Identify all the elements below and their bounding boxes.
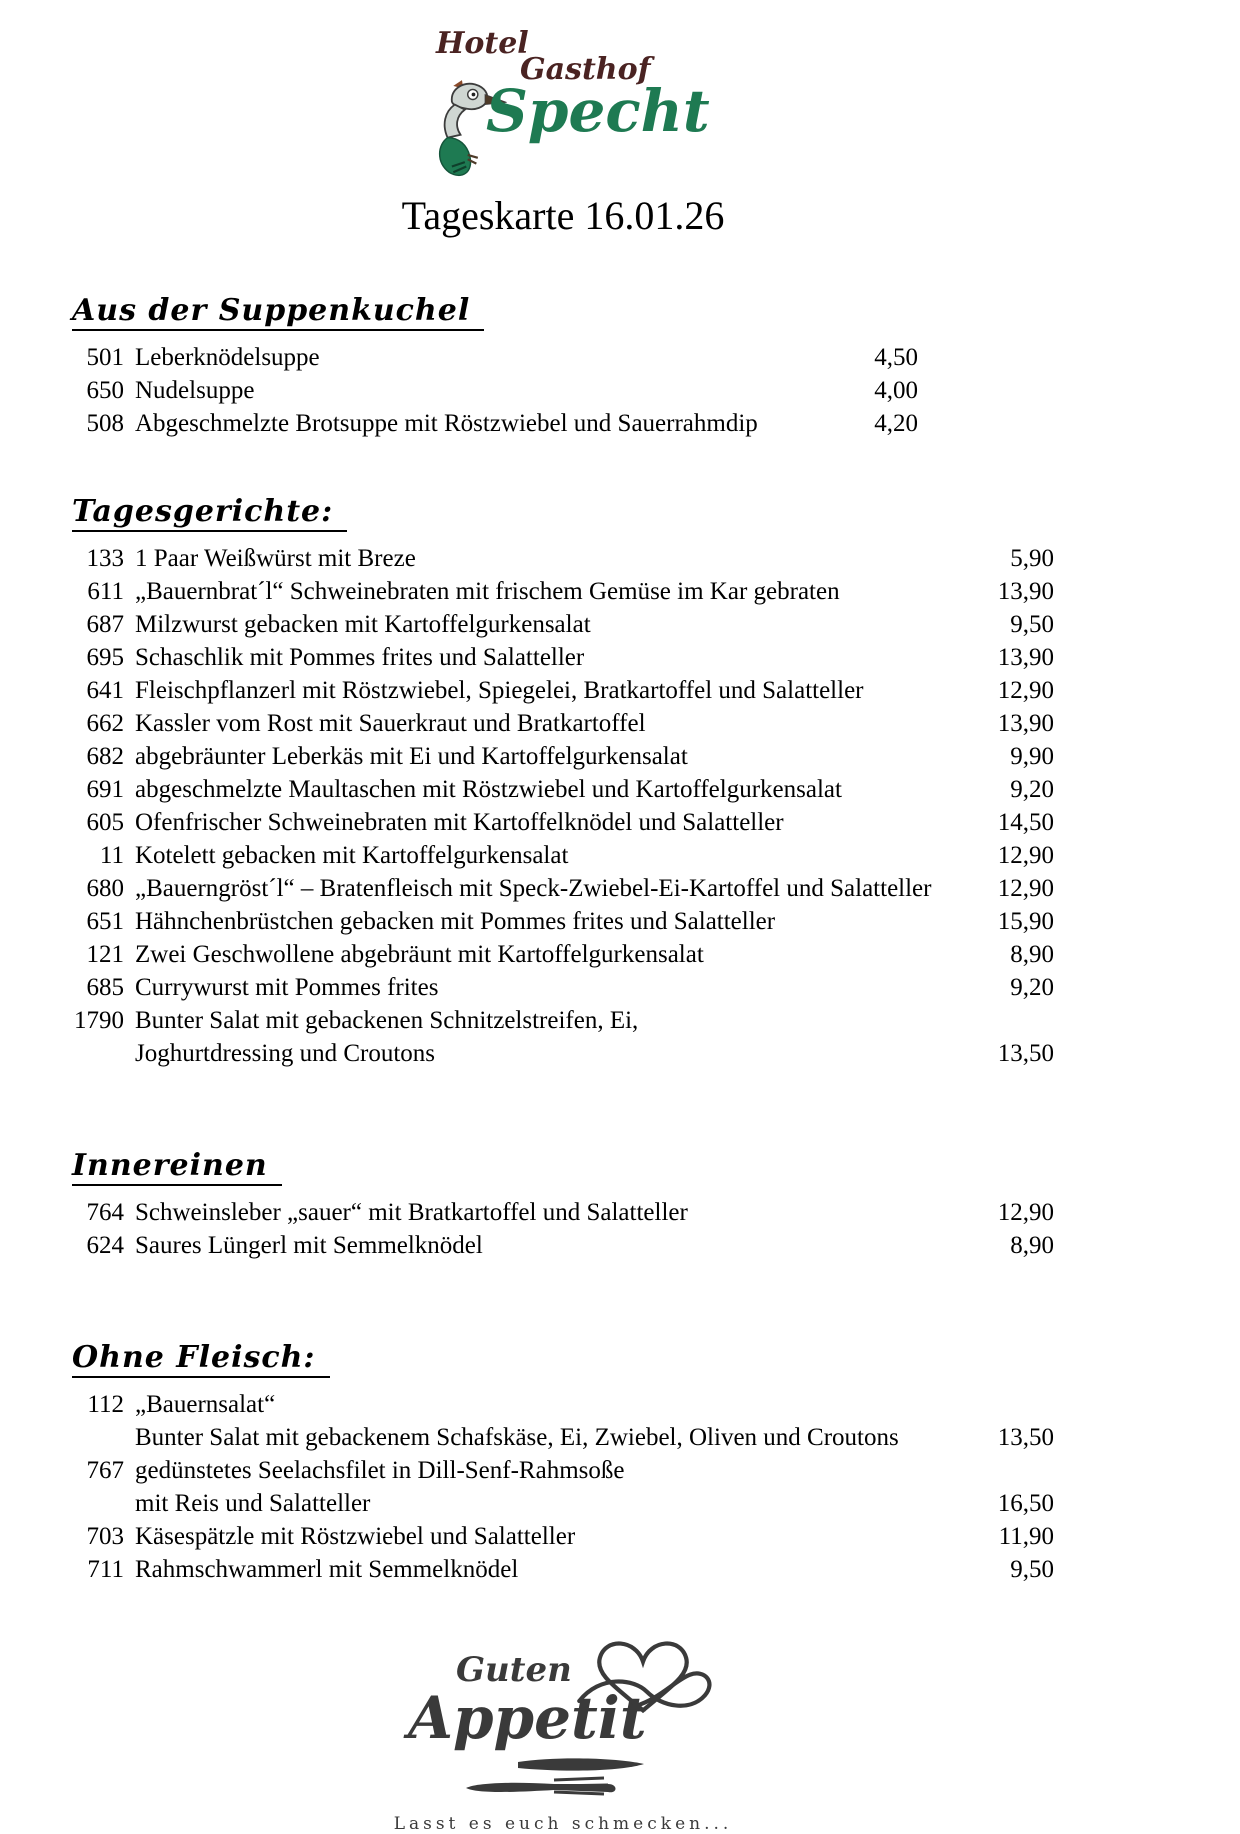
- item-code: 508: [86, 410, 124, 437]
- menu-item-row: [72, 1229, 1054, 1262]
- item-price: 9,50: [1010, 611, 1054, 638]
- item-price: 12,90: [997, 677, 1054, 704]
- item-price: 4,50: [874, 344, 918, 371]
- item-price: 9,50: [1010, 1556, 1054, 1583]
- item-name: „Bauerngröst´l“ – Bratenfleisch mit Speck-Zwiebel-Ei-Kartoffel und Salatteller: [135, 875, 932, 902]
- item-code: 641: [86, 677, 124, 704]
- menu-item-row: [72, 839, 1054, 872]
- footer-logo: [72, 1632, 1054, 1834]
- item-code: 662: [86, 710, 124, 737]
- item-name: Ofenfrischer Schweinebraten mit Kartoffelknödel und Salatteller: [135, 809, 784, 836]
- item-name: Kotelett gebacken mit Kartoffelgurkensalat: [135, 842, 569, 869]
- item-price: 13,90: [997, 644, 1054, 671]
- item-code: 680: [86, 875, 124, 902]
- item-price: 9,20: [1010, 776, 1054, 803]
- menu-sections: [72, 293, 1054, 1586]
- item-price: 9,90: [1010, 743, 1054, 770]
- item-code: 1790: [74, 1007, 124, 1034]
- menu-item-row: [72, 374, 1054, 407]
- menu-section-innereinen: [72, 1148, 1054, 1262]
- item-name: gedünstetes Seelachsfilet in Dill-Senf-Rahmsoße: [135, 1457, 625, 1484]
- item-price: 13,50: [997, 1424, 1054, 1451]
- header-logo: [72, 26, 1054, 178]
- menu-item-row: [72, 542, 1054, 575]
- section-heading-suppen: Aus der Suppenkuchel: [72, 293, 484, 331]
- menu-item-row: [72, 407, 1054, 440]
- item-price: 12,90: [997, 842, 1054, 869]
- menu-item-row: [72, 1388, 1054, 1421]
- menu-item-row: [72, 1520, 1054, 1553]
- footer-tagline: Lasst es euch schmecken...: [393, 1814, 733, 1834]
- item-code: 687: [86, 611, 124, 638]
- page-title: Tageskarte 16.01.26: [401, 193, 725, 238]
- menu-item-row: [72, 1487, 1054, 1520]
- menu-item-row: [72, 938, 1054, 971]
- item-code: 695: [86, 644, 124, 671]
- section-heading-tagesgerichte: Tagesgerichte:: [72, 494, 347, 532]
- item-price: 11,90: [998, 1523, 1054, 1550]
- item-name: „Bauernbrat´l“ Schweinebraten mit frischem Gemüse im Kar gebraten: [135, 578, 840, 605]
- menu-item-row: [72, 971, 1054, 1004]
- item-code: 651: [86, 908, 124, 935]
- menu-item-row: [72, 1454, 1054, 1487]
- item-price: 13,90: [997, 578, 1054, 605]
- item-name: Fleischpflanzerl mit Röstzwiebel, Spiegelei, Bratkartoffel und Salatteller: [135, 677, 864, 704]
- item-name: Hähnchenbrüstchen gebacken mit Pommes frites und Salatteller: [135, 908, 776, 935]
- footer-word-guten: Guten: [456, 1650, 572, 1690]
- menu-item-row: [72, 674, 1054, 707]
- item-code: 650: [86, 377, 124, 404]
- section-heading-innereinen: Innereinen: [72, 1148, 282, 1186]
- item-name: „Bauernsalat“: [135, 1391, 276, 1418]
- item-name: Käsespätzle mit Röstzwiebel und Salatteller: [135, 1523, 576, 1550]
- item-name: Currywurst mit Pommes frites: [135, 974, 439, 1001]
- menu-section-tagesgerichte: [72, 494, 1054, 1070]
- item-code: 691: [86, 776, 124, 803]
- item-code: 624: [86, 1232, 124, 1259]
- item-code: 611: [87, 578, 124, 605]
- heart-flourish-icon: [568, 1626, 718, 1751]
- item-name: abgebräunter Leberkäs mit Ei und Kartoffelgurkensalat: [135, 743, 688, 770]
- item-price: 16,50: [997, 1490, 1054, 1517]
- item-code: 711: [87, 1556, 124, 1583]
- item-name: Leberknödelsuppe: [135, 344, 320, 371]
- item-code: 133: [86, 545, 124, 572]
- item-code: 682: [86, 743, 124, 770]
- item-code: 11: [99, 842, 124, 869]
- footer-art: [398, 1632, 728, 1812]
- section-heading-ohne-fleisch: Ohne Fleisch:: [72, 1340, 330, 1378]
- item-name: Schweinsleber „sauer“ mit Bratkartoffel und Salatteller: [135, 1199, 688, 1226]
- item-name: Zwei Geschwollene abgebräunt mit Kartoffelgurkensalat: [135, 941, 704, 968]
- item-code: 685: [86, 974, 124, 1001]
- item-name: Kassler vom Rost mit Sauerkraut und Bratkartoffel: [135, 710, 646, 737]
- item-name: Saures Lüngerl mit Semmelknödel: [135, 1232, 483, 1259]
- footer-word-appetit: Appetit: [408, 1684, 647, 1752]
- logo-word-hotel: Hotel: [436, 26, 529, 61]
- item-name: mit Reis und Salatteller: [135, 1490, 371, 1517]
- item-name: Bunter Salat mit gebackenem Schafskäse, Ei, Zwiebel, Oliven und Croutons: [135, 1424, 899, 1451]
- item-code: 501: [86, 344, 124, 371]
- item-price: 14,50: [997, 809, 1054, 836]
- menu-item-row: [72, 872, 1054, 905]
- logo-inner: [428, 26, 710, 178]
- item-code: 703: [86, 1523, 124, 1550]
- item-code: 121: [86, 941, 124, 968]
- item-name: abgeschmelzte Maultaschen mit Röstzwiebel und Kartoffelgurkensalat: [135, 776, 842, 803]
- menu-section-suppen: [72, 293, 1054, 440]
- item-code: 605: [86, 809, 124, 836]
- cutlery-icon: [458, 1754, 668, 1811]
- item-code: 112: [87, 1391, 124, 1418]
- menu-item-row: [72, 575, 1054, 608]
- item-name: Schaschlik mit Pommes frites und Salatteller: [135, 644, 585, 671]
- menu-item-row: [72, 1004, 1054, 1037]
- item-price: 15,90: [997, 908, 1054, 935]
- item-price: 4,00: [874, 377, 918, 404]
- item-name: Rahmschwammerl mit Semmelknödel: [135, 1556, 519, 1583]
- menu-item-row: [72, 806, 1054, 839]
- menu-item-row: [72, 1421, 1054, 1454]
- logo-word-gasthof: Gasthof: [520, 52, 651, 87]
- item-price: 12,90: [997, 875, 1054, 902]
- item-price: 13,90: [997, 710, 1054, 737]
- menu-item-row: [72, 1196, 1054, 1229]
- item-name: Joghurtdressing und Croutons: [135, 1040, 435, 1067]
- item-price: 13,50: [997, 1040, 1054, 1067]
- menu-item-row: [72, 1037, 1054, 1070]
- item-name: Milzwurst gebacken mit Kartoffelgurkensalat: [135, 611, 591, 638]
- menu-item-row: [72, 707, 1054, 740]
- item-price: 5,90: [1010, 545, 1054, 572]
- item-price: 8,90: [1010, 1232, 1054, 1259]
- item-name: 1 Paar Weißwürst mit Breze: [135, 545, 416, 572]
- item-code: 767: [86, 1457, 124, 1484]
- item-name: Bunter Salat mit gebackenen Schnitzelstreifen, Ei,: [135, 1007, 639, 1034]
- menu-item-row: [72, 341, 1054, 374]
- item-price: 8,90: [1010, 941, 1054, 968]
- item-price: 4,20: [874, 410, 918, 437]
- menu-item-row: [72, 641, 1054, 674]
- item-name: Abgeschmelzte Brotsuppe mit Röstzwiebel und Sauerrahmdip: [135, 410, 758, 437]
- item-code: 764: [86, 1199, 124, 1226]
- menu-item-row: [72, 608, 1054, 641]
- item-price: 12,90: [997, 1199, 1054, 1226]
- menu-item-row: [72, 905, 1054, 938]
- item-name: Nudelsuppe: [135, 377, 255, 404]
- menu-item-row: [72, 1553, 1054, 1586]
- menu-item-row: [72, 740, 1054, 773]
- item-price: 9,20: [1010, 974, 1054, 1001]
- menu-item-row: [72, 773, 1054, 806]
- logo-word-specht: Specht: [486, 77, 710, 145]
- menu-section-ohne-fleisch: [72, 1340, 1054, 1586]
